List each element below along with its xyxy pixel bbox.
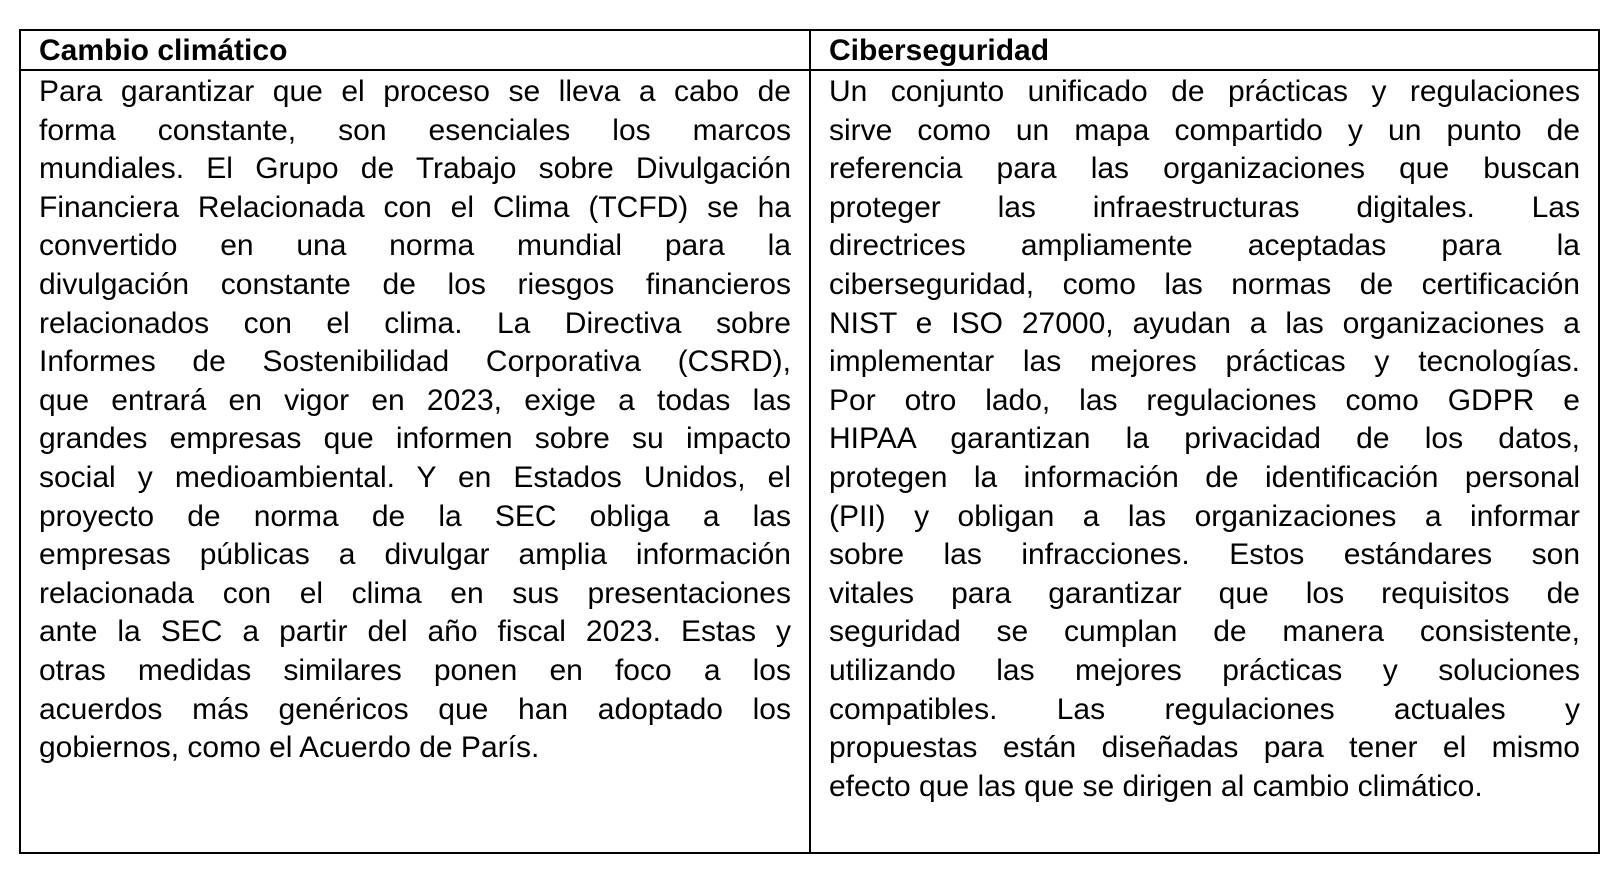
text-line: mundiales. El Grupo de Trabajo sobre Divulgación	[39, 152, 791, 186]
text-line: utilizando las mejores prácticas y soluciones	[829, 653, 1580, 687]
text-line: empresas públicas a divulgar amplia información	[39, 538, 791, 572]
text-line: que entrará en vigor en 2023, exige a todas las	[39, 383, 791, 417]
text-line: proyecto de norma de la SEC obliga a las	[39, 499, 791, 533]
text-line: (PII) y obligan a las organizaciones a informar	[829, 499, 1580, 533]
column-heading: Cambio climático	[21, 31, 809, 71]
text-line: ante la SEC a partir del año fiscal 2023. Estas y	[39, 615, 791, 649]
text-line: vitales para garantizar que los requisitos de	[829, 576, 1580, 610]
text-line: social y medioambiental. Y en Estados Unidos, el	[39, 460, 791, 494]
text-line: Financiera Relacionada con el Clima (TCFD) se ha	[39, 190, 791, 224]
column-cybersecurity	[811, 31, 1598, 852]
text-line: proteger las infraestructuras digitales. Las	[829, 190, 1580, 224]
text-line: forma constante, son esenciales los marcos	[39, 113, 791, 147]
text-line: sirve como un mapa compartido y un punto de	[829, 113, 1580, 147]
text-line: HIPAA garantizan la privacidad de los datos,	[829, 422, 1580, 456]
text-line: NIST e ISO 27000, ayudan a las organizaciones a	[829, 306, 1580, 340]
comparison-table	[19, 29, 1600, 854]
text-line: Un conjunto unificado de prácticas y regulaciones	[829, 75, 1580, 108]
text-line: referencia para las organizaciones que buscan	[829, 152, 1580, 186]
text-line: divulgación constante de los riesgos financieros	[39, 267, 791, 301]
column-climate-change	[21, 31, 811, 852]
text-line: implementar las mejores prácticas y tecnologías.	[829, 345, 1580, 379]
text-line: sobre las infracciones. Estos estándares son	[829, 538, 1580, 572]
text-line: compatibles. Las regulaciones actuales y	[829, 692, 1580, 726]
text-line: Para garantizar que el proceso se lleva a cabo de	[39, 75, 791, 108]
column-body-text	[21, 71, 809, 768]
text-line: convertido en una norma mundial para la	[39, 229, 791, 263]
text-line: Informes de Sostenibilidad Corporativa (CSRD),	[39, 345, 791, 379]
text-line: acuerdos más genéricos que han adoptado los	[39, 692, 791, 726]
text-line: relacionada con el clima en sus presentaciones	[39, 576, 791, 610]
text-line: grandes empresas que informen sobre su impacto	[39, 422, 791, 456]
text-line: propuestas están diseñadas para tener el mismo	[829, 731, 1580, 765]
text-line: efecto que las que se dirigen al cambio climático.	[829, 769, 1483, 803]
column-heading: Ciberseguridad	[811, 31, 1598, 71]
text-line: protegen la información de identificación personal	[829, 460, 1580, 494]
text-line: seguridad se cumplan de manera consistente,	[829, 615, 1580, 649]
text-line: ciberseguridad, como las normas de certificación	[829, 267, 1580, 301]
column-body-text	[811, 71, 1598, 806]
text-line: directrices ampliamente aceptadas para la	[829, 229, 1580, 263]
text-line: gobiernos, como el Acuerdo de París.	[39, 731, 540, 765]
text-line: Por otro lado, las regulaciones como GDPR e	[829, 383, 1580, 417]
text-line: relacionados con el clima. La Directiva sobre	[39, 306, 791, 340]
text-line: otras medidas similares ponen en foco a los	[39, 653, 791, 687]
